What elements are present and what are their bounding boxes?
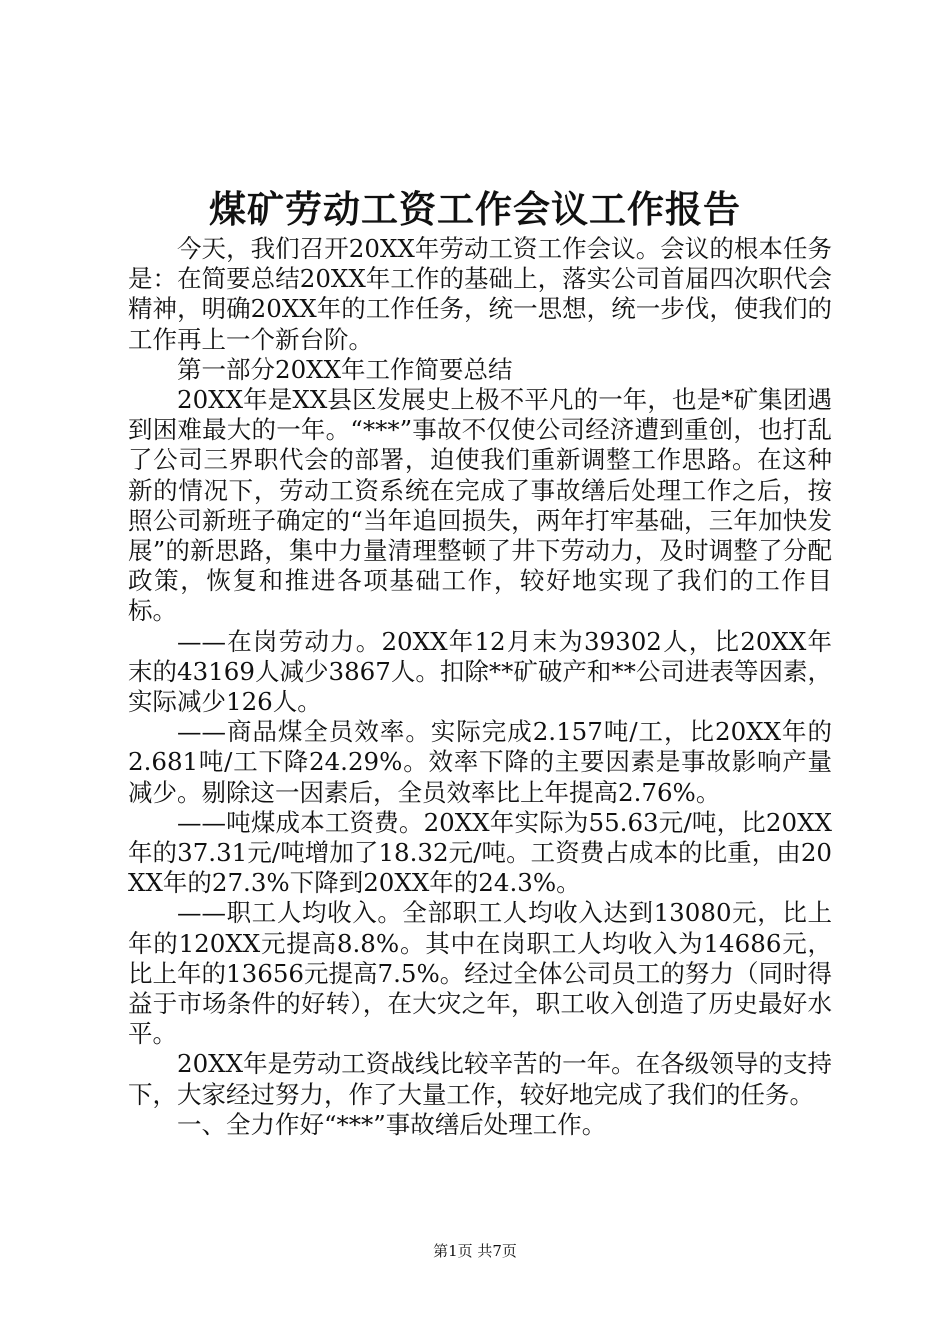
paragraph-wage-cost: ——吨煤成本工资费。20XX年实际为55.63元/吨，比20XX年的37.31元/吨增加了18.32元/吨。工资费占成本的比重，由20XX年的27.3%下降到20XX年的24.3%。 <box>128 807 832 898</box>
section-heading: 第一部分20XX年工作简要总结 <box>177 354 513 384</box>
document-title: 煤矿劳动工资工作会议工作报告 <box>209 187 741 231</box>
paragraph-summary: 20XX年是XX县区发展史上极不平凡的一年，也是*矿集团遇到困难最大的一年。“***”事故不仅使公司经济遭到重创，也打乱了公司三界职代会的部署，迫使我们重新调整工作思路。在这种新的情况下，劳动工资系统在完成了事故缮后处理工作之后，按照公司新班子确定的“当年追回损失，两年打牢基础，三年加快发展”的新思路，集中力量清理整顿了井下劳动力，及时调整了分配政策，恢复和推进各项基础工作，较好地实现了我们的工作目标。 <box>128 385 832 626</box>
page-footer: 第1页 共7页 <box>433 1242 517 1260</box>
paragraph-efficiency: ——商品煤全员效率。实际完成2.157吨/工，比20XX年的2.681吨/工下降24.29%。效率下降的主要因素是事故影响产量减少。剔除这一因素后，全员效率比上年提高2.76%。 <box>128 717 832 807</box>
paragraph-intro: 今天，我们召开20XX年劳动工资工作会议。会议的根本任务是：在简要总结20XX年工作的基础上，落实公司首届四次职代会精神，明确20XX年的工作任务，统一思想，统一步伐，使我们的工作再上一个新台阶。 <box>128 234 832 354</box>
paragraph-income: ——职工人均收入。全部职工人均收入达到13080元，比上年的120XX元提高8.8%。其中在岗职工人均收入为14686元，比上年的13656元提高7.5%。经过全体公司员工的努力（同时得益于市场条件的好转），在大灾之年，职工收入创造了历史最好水平。 <box>128 898 832 1049</box>
paragraph-item-one: 一、全力作好“***”事故缮后处理工作。 <box>177 1109 607 1139</box>
paragraph-year-review: 20XX年是劳动工资战线比较辛苦的一年。在各级领导的支持下，大家经过努力，作了大量工作，较好地完成了我们的任务。 <box>128 1049 832 1109</box>
document-body <box>128 234 832 1140</box>
paragraph-labor: ——在岗劳动力。20XX年12月末为39302人，比20XX年末的43169人减少3867人。扣除**矿破产和**公司进表等因素，实际减少126人。 <box>128 626 832 717</box>
